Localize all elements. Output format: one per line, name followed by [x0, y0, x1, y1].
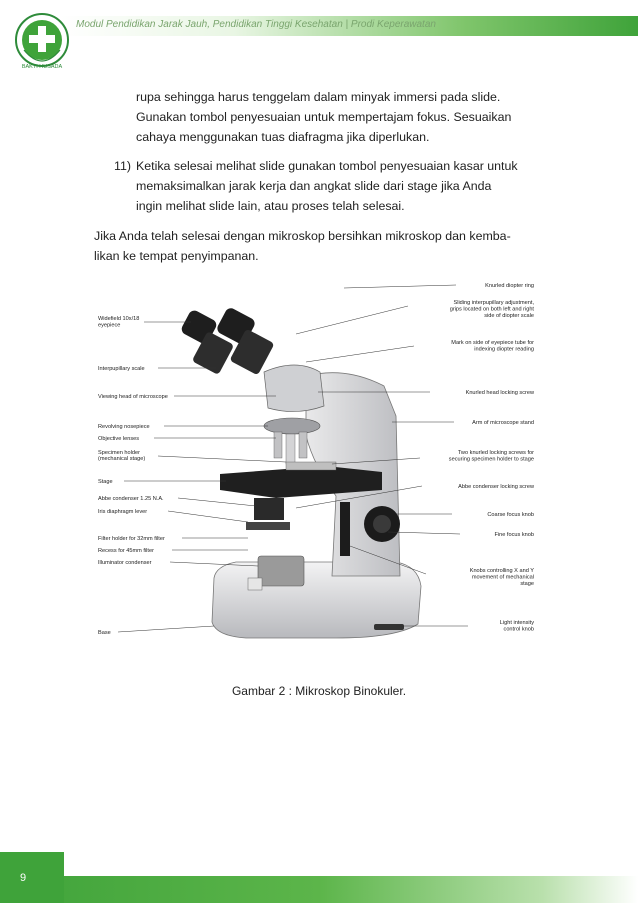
objective-lens	[286, 434, 295, 464]
objective-lens	[299, 432, 307, 458]
figure-label-line: eyepiece	[98, 322, 121, 329]
labels-right	[449, 283, 535, 633]
figure-label-line: side of diopter scale	[484, 313, 534, 319]
figure-label: Interpupillary scale	[98, 366, 145, 372]
figure-label-line: Specimen holder	[98, 450, 140, 456]
specimen-holder	[286, 462, 336, 470]
figure-label: Knurled head locking screw	[465, 390, 534, 396]
figure-label-line: indexing diopter reading	[474, 346, 534, 353]
figure-label-line: Sliding interpupillary adjustment,	[453, 300, 534, 306]
text-line: likan ke tempat penyimpanan.	[94, 249, 259, 263]
figure-label: Stage	[98, 479, 113, 485]
figure-label	[98, 316, 139, 329]
objective-lens	[274, 432, 282, 458]
logo-text: BAKTI HUSADA	[21, 64, 63, 70]
figure-label: Fine focus knob	[494, 532, 534, 538]
viewing-head	[264, 365, 324, 412]
closing-paragraph	[94, 226, 532, 266]
figure-label-line: control knob	[503, 626, 534, 633]
text-line: cahaya menggunakan tuas diafragma jika diperlukan.	[136, 130, 430, 144]
text-line: memaksimalkan jarak kerja dan angkat slide dari stage jika Anda	[136, 179, 492, 193]
text-line: Gunakan tombol penyesuaian untuk mempertajam fokus. Sesuaikan	[136, 110, 512, 124]
text-line: Ketika selesai melihat slide gunakan tombol penyesuaian kasar untuk	[136, 159, 518, 173]
labels-left	[98, 316, 168, 636]
figure-label-line: (mechanical stage)	[98, 456, 146, 462]
list-item-11	[114, 156, 532, 216]
figure-label: Viewing head of microscope	[98, 394, 168, 400]
figure-label: Abbe condenser locking screw	[458, 484, 534, 490]
figure-label	[450, 300, 535, 319]
figure-label	[470, 568, 535, 587]
figure-label: Iris diaphragm lever	[98, 509, 148, 515]
figure-label-line: securing specimen holder to stage	[448, 456, 534, 463]
text-line: Jika Anda telah selesai dengan mikroskop bersihkan mikroskop dan kemba-	[94, 229, 511, 243]
bakti-husada-logo	[14, 10, 70, 76]
microscope-figure	[96, 276, 536, 648]
figure-label: Base	[98, 630, 111, 636]
text-line: ingin melihat slide lain, atau proses telah selesai.	[136, 199, 405, 213]
figure-label: Filter holder for 32mm filter	[98, 536, 165, 542]
abbe-condenser	[254, 498, 284, 520]
figure-label: Knurled diopter ring	[485, 283, 534, 289]
revolving-nosepiece	[264, 418, 320, 434]
figure-label-line: Knobs controlling X and Y	[469, 568, 534, 574]
figure-label: Illuminator condenser	[98, 560, 152, 566]
text-line: rupa sehingga harus tenggelam dalam minyak immersi pada slide.	[136, 90, 501, 104]
figure-label-line: stage	[520, 581, 534, 587]
page-number: 9	[20, 872, 27, 884]
page-number-box	[0, 852, 64, 903]
figure-label: Revolving nosepiece	[98, 424, 150, 430]
running-title: Modul Pendidikan Jarak Jauh, Pendidikan Tinggi Kesehatan | Prodi Keperawatan	[76, 19, 436, 30]
figure-label: Objective lenses	[98, 436, 140, 442]
figure-label: Arm of microscope stand	[472, 420, 534, 426]
fine-focus-knob	[373, 515, 391, 533]
xy-stage-knobs	[340, 502, 350, 556]
figure-label-line: Two knurled locking screws for	[457, 450, 534, 456]
item-number: 11)	[114, 159, 131, 173]
figure-label: Abbe condenser 1.25 N.A.	[98, 496, 164, 502]
illuminator	[258, 556, 304, 586]
item-10-continuation	[136, 87, 532, 147]
figure-label-line: Light intensity	[499, 620, 534, 626]
light-intensity-knob	[374, 624, 404, 630]
footer-bar	[0, 876, 638, 903]
figure-label	[98, 450, 145, 462]
figure-label	[500, 620, 534, 633]
figure-caption: Gambar 2 : Mikroskop Binokuler.	[231, 684, 407, 698]
figure-label-line: Mark on side of eyepiece tube for	[451, 340, 534, 346]
figure-label	[449, 450, 534, 463]
figure-label: Recess for 45mm filter	[98, 548, 154, 554]
figure-label: Coarse focus knob	[487, 512, 534, 518]
figure-label-line: grips located on both left and right	[449, 306, 534, 313]
figure-label-line: movement of mechanical	[471, 574, 534, 581]
figure-label-line: Widefield 10x/18	[98, 316, 140, 322]
figure-label	[451, 340, 534, 353]
